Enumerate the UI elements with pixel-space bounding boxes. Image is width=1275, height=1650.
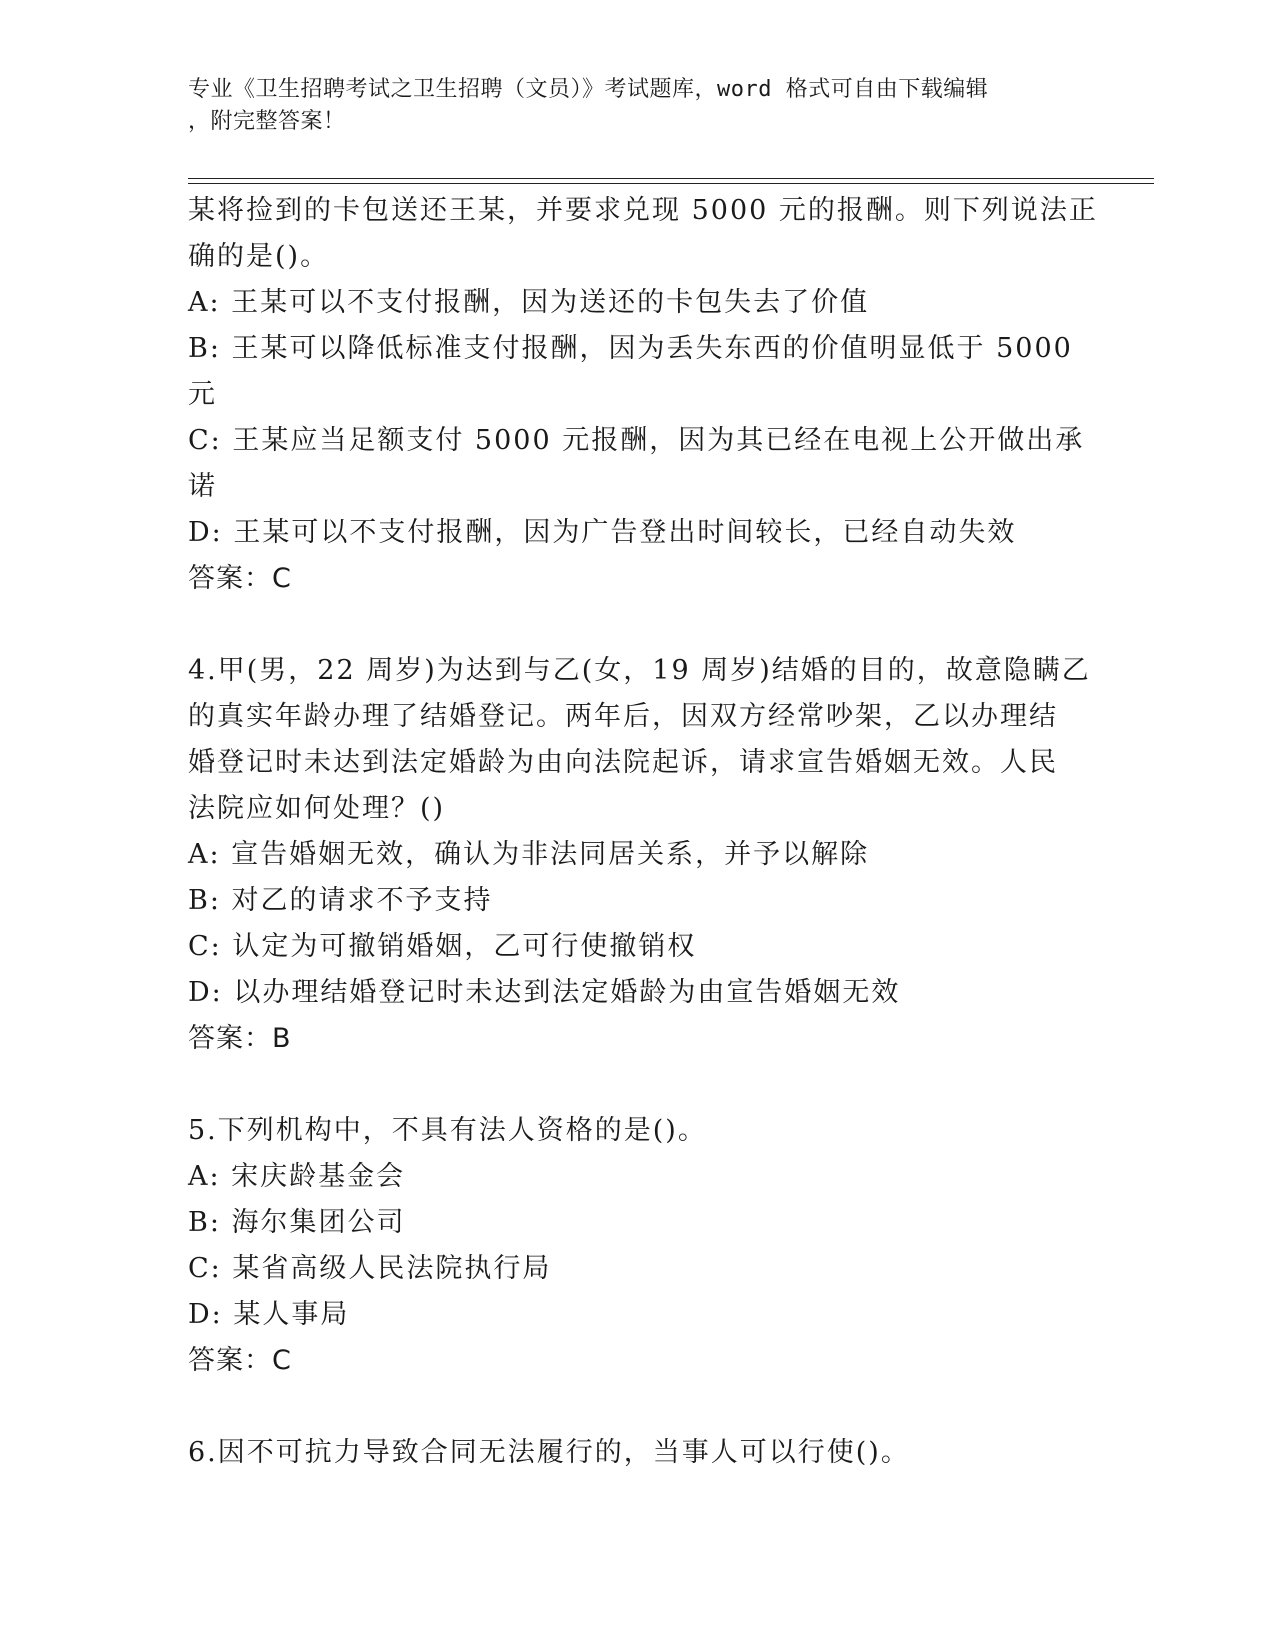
option-d: D: 某人事局 [188,1299,350,1330]
header-line-2: ，附完整答案！ [188,109,346,134]
spacer [188,602,1088,648]
answer: 答案：C [188,1345,292,1376]
option-b: B: 对乙的请求不予支持 [188,885,493,916]
option-a: A: 宣告婚姻无效，确认为非法同居关系，并予以解除 [188,839,870,870]
option-c: 诺 [188,471,217,502]
question-5 [188,1108,1088,1384]
answer: 答案：C [188,563,292,594]
option-d: D: 以办理结婚登记时未达到法定婚龄为由宣告婚姻无效 [188,977,901,1008]
question-stem: 6.因不可抗力导致合同无法履行的，当事人可以行使()。 [188,1437,910,1468]
page-header [188,74,1088,138]
question-6 [188,1430,1088,1476]
option-a: A: 宋庆龄基金会 [188,1161,406,1192]
header-line-1: 专业《卫生招聘考试之卫生招聘（文员）》考试题库，word 格式可自由下载编辑 [188,77,989,102]
question-stem: 婚登记时未达到法定婚龄为由向法院起诉，请求宣告婚姻无效。人民 [188,747,1058,778]
option-a: A: 王某可以不支付报酬，因为送还的卡包失去了价值 [188,287,870,318]
option-d: D: 王某可以不支付报酬，因为广告登出时间较长，已经自动失效 [188,517,1017,548]
document-body [188,188,1098,1476]
header-rule-bottom [188,183,1154,184]
spacer [188,1384,1088,1430]
question-stem: 4.甲(男，22 周岁)为达到与乙(女，19 周岁)结婚的目的，故意隐瞒乙 [188,655,1091,686]
option-c: C: 王某应当足额支付 5000 元报酬，因为其已经在电视上公开做出承 [188,425,1085,456]
option-b: B: 海尔集团公司 [188,1207,406,1238]
option-c: C: 认定为可撤销婚姻，乙可行使撤销权 [188,931,697,962]
option-b: 元 [188,379,217,410]
question-4 [188,648,1091,1062]
question-stem: 确的是()。 [188,241,330,272]
header-rule-top [188,178,1154,179]
option-c: C: 某省高级人民法院执行局 [188,1253,552,1284]
option-b: B: 王某可以降低标准支付报酬，因为丢失东西的价值明显低于 5000 [188,333,1073,364]
spacer [188,1062,1088,1108]
question-stem: 某将捡到的卡包送还王某，并要求兑现 5000 元的报酬。则下列说法正 [188,195,1098,226]
question-stem: 5.下列机构中，不具有法人资格的是()。 [188,1115,707,1146]
question-stem: 法院应如何处理？() [188,793,446,824]
question-3 [188,188,1098,602]
answer: 答案：B [188,1023,292,1054]
question-stem: 的真实年龄办理了结婚登记。两年后，因双方经常吵架，乙以办理结 [188,701,1058,732]
